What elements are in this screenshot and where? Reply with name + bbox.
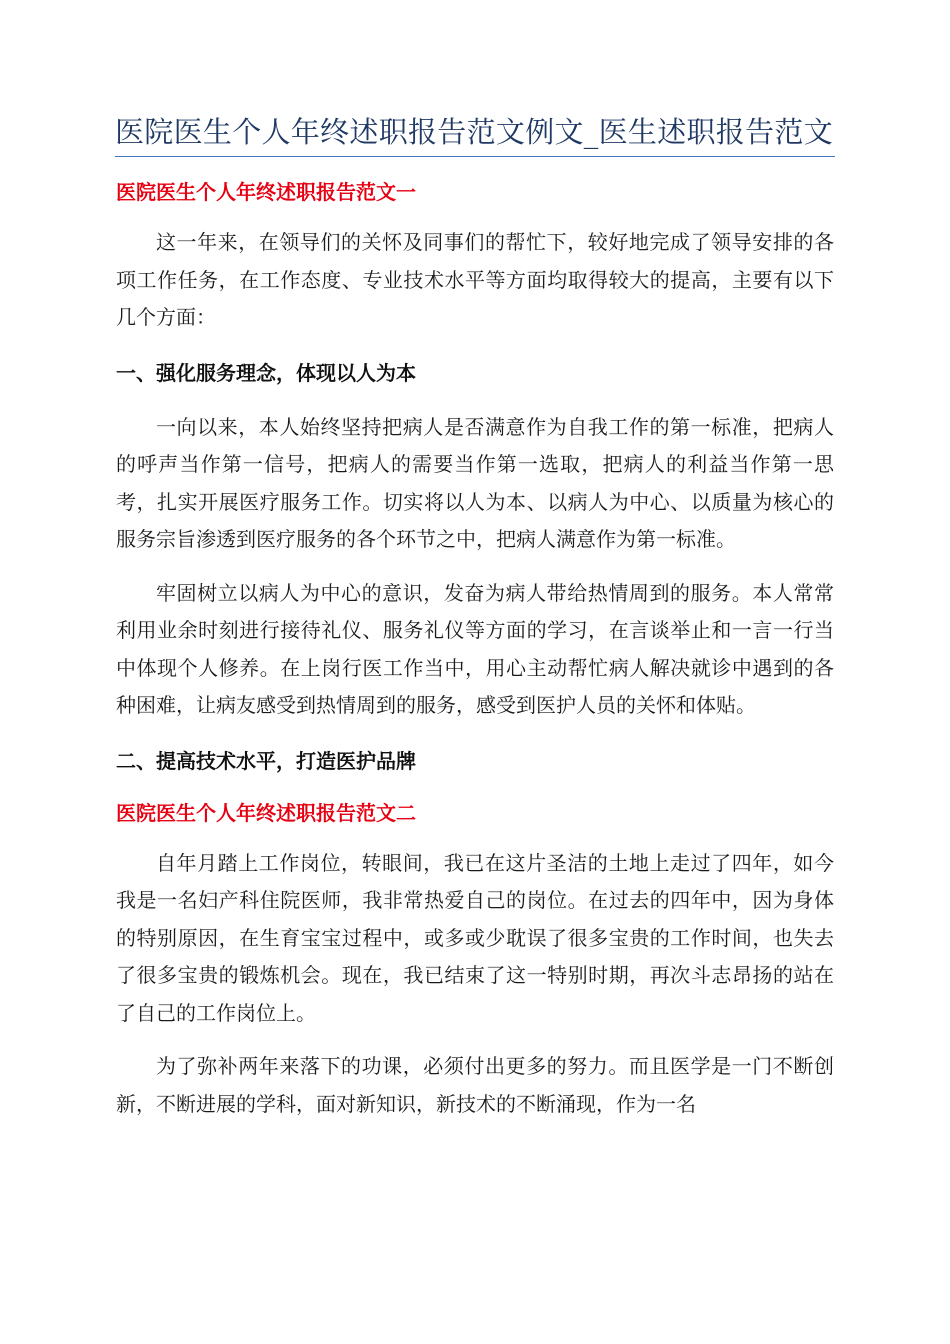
section2-paragraph-2: 为了弥补两年来落下的功课，必须付出更多的努力。而且医学是一门不断创新，不断进展的学科，面对新知识，新技术的不断涌现，作为一名 [116,1054,834,1116]
document-body [116,172,834,1123]
point1-paragraph-2: 牢固树立以病人为中心的意识，发奋为病人带给热情周到的服务。本人常常利用业余时刻进行接待礼仪、服务礼仪等方面的学习，在言谈举止和一言一行当中体现个人修养。在上岗行医工作当中，用心主动帮忙病人解决就诊中遇到的各种困难，让病友感受到热情周到的服务，感受到医护人员的关怀和体贴。 [116,580,834,717]
section2-paragraph-1: 自年月踏上工作岗位，转眼间，我已在这片圣洁的土地上走过了四年，如今我是一名妇产科住院医师，我非常热爱自己的岗位。在过去的四年中，因为身体的特别原因，在生育宝宝过程中，或多或少耽误了很多宝贵的工作时间，也失去了很多宝贵的锻炼机会。现在，我已结束了这一特别时期，再次斗志昂扬的站在了自己的工作岗位上。 [116,850,834,1025]
section2-heading: 医院医生个人年终述职报告范文二 [116,800,416,825]
point1-heading: 一、强化服务理念，体现以人为本 [116,360,416,385]
section1-intro: 这一年来，在领导们的关怀及同事们的帮忙下，较好地完成了领导安排的各项工作任务，在工作态度、专业技术水平等方面均取得较大的提高，主要有以下几个方面： [116,230,834,329]
document-title: 医院医生个人年终述职报告范文例文_医生述职报告范文 [115,108,835,157]
section1-heading: 医院医生个人年终述职报告范文一 [116,180,416,204]
point2-heading: 二、提高技术水平，打造医护品牌 [116,748,416,773]
point1-paragraph-1: 一向以来，本人始终坚持把病人是否满意作为自我工作的第一标准，把病人的呼声当作第一信号，把病人的需要当作第一选取，把病人的利益当作第一思考，扎实开展医疗服务工作。切实将以人为本、以病人为中心、以质量为核心的服务宗旨渗透到医疗服务的各个环节之中，把病人满意作为第一标准。 [116,414,834,551]
